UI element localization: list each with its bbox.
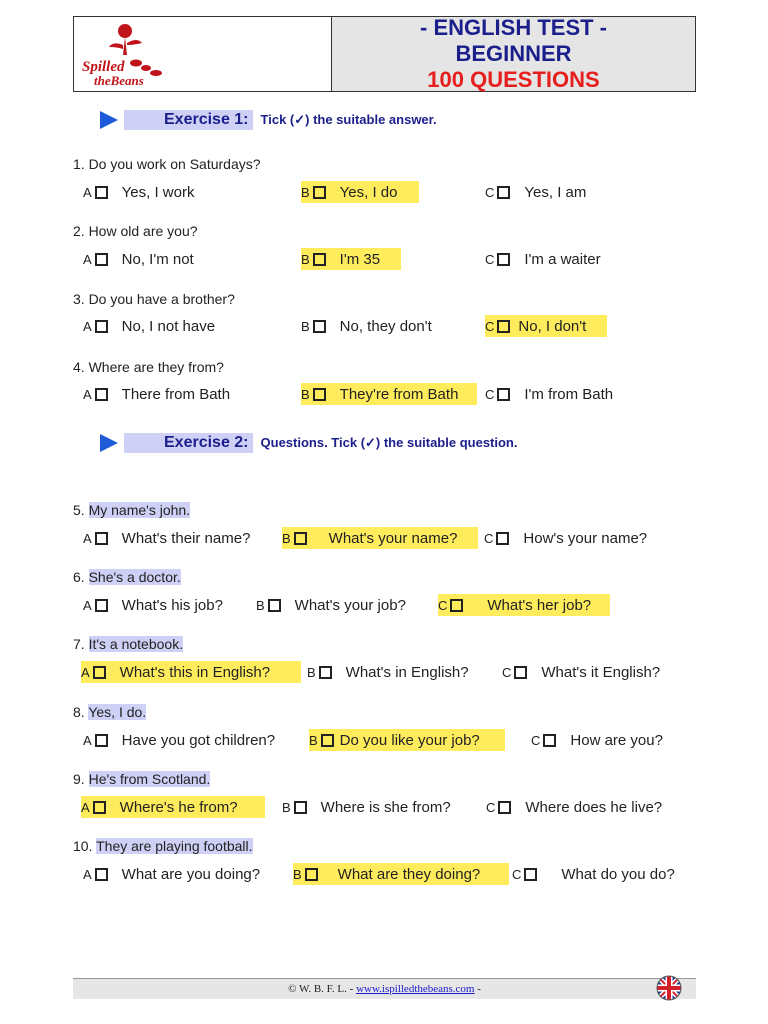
option-a[interactable] (83, 181, 194, 203)
footer-copyright: © W. B. F. L. - (288, 983, 357, 995)
option-letter: A (83, 597, 92, 613)
option-text: Where's he from? (119, 798, 238, 816)
question-prompt: Yes, I do. (88, 704, 147, 720)
exercise-1-heading (98, 108, 437, 132)
option-text: No, I'm not (121, 250, 194, 268)
answer-row-5 (83, 527, 703, 551)
option-text: What's their name? (121, 529, 251, 547)
question-8 (73, 704, 146, 720)
checkbox-icon[interactable] (95, 186, 108, 199)
question-4: 4. Where are they from? (73, 359, 224, 375)
question-prompt: They are playing football. (96, 838, 253, 854)
option-c[interactable] (484, 527, 647, 549)
test-level: BEGINNER (455, 41, 572, 66)
checkbox-icon[interactable] (268, 599, 281, 612)
option-letter: A (83, 530, 92, 546)
exercise-1-title-box (124, 110, 253, 130)
option-a[interactable] (83, 383, 230, 405)
answer-row-6 (83, 594, 703, 618)
footer-link[interactable]: www.ispilledthebeans.com (356, 983, 475, 995)
checkbox-icon[interactable] (497, 320, 510, 333)
checkbox-icon[interactable] (95, 868, 108, 881)
option-a[interactable] (83, 527, 250, 549)
option-text: What's his job? (121, 596, 223, 614)
blue-triangle-icon (98, 109, 120, 131)
option-a[interactable] (83, 594, 223, 616)
option-text: What's it English? (541, 663, 661, 681)
option-letter: C (486, 799, 496, 815)
option-letter: B (301, 318, 310, 334)
option-a[interactable] (83, 315, 215, 337)
option-letter: C (485, 251, 495, 267)
checkbox-icon[interactable] (294, 801, 307, 814)
option-text: No, I not have (121, 317, 216, 335)
question-number: 8. (73, 704, 85, 720)
option-letter: B (307, 664, 316, 680)
checkbox-icon[interactable] (313, 253, 326, 266)
question-number: 10. (73, 838, 93, 854)
option-c[interactable] (486, 796, 662, 818)
logo-cell (74, 17, 332, 91)
checkbox-icon[interactable] (514, 666, 527, 679)
option-text: Do you like your job? (339, 731, 480, 749)
option-b[interactable] (301, 181, 419, 203)
option-letter: C (484, 530, 494, 546)
option-letter: C (531, 732, 541, 748)
option-letter: B (301, 184, 310, 200)
option-b[interactable] (282, 527, 478, 549)
svg-text:theBeans: theBeans (94, 73, 144, 87)
option-c[interactable] (531, 729, 663, 751)
answer-row-1 (83, 181, 703, 205)
checkbox-icon[interactable] (93, 801, 106, 814)
header (73, 16, 696, 92)
option-letter: B (256, 597, 265, 613)
option-c[interactable] (485, 315, 607, 337)
option-text: I'm from Bath (524, 385, 614, 403)
option-c[interactable] (485, 383, 613, 405)
option-text: What's this in English? (119, 663, 271, 681)
option-letter: C (512, 866, 522, 882)
test-title: - ENGLISH TEST - (420, 15, 607, 40)
checkbox-icon[interactable] (95, 388, 108, 401)
option-text: What do you do? (561, 865, 675, 883)
option-letter: A (83, 251, 92, 267)
checkbox-icon[interactable] (313, 320, 326, 333)
option-b[interactable] (301, 383, 477, 405)
checkbox-icon[interactable] (319, 666, 332, 679)
option-text: What's her job? (487, 596, 592, 614)
option-letter: B (282, 530, 291, 546)
question-number: 7. (73, 636, 85, 652)
question-number: 9. (73, 771, 85, 787)
checkbox-icon[interactable] (496, 532, 509, 545)
checkbox-icon[interactable] (450, 599, 463, 612)
question-prompt: It's a notebook. (88, 636, 184, 652)
answer-row-4 (83, 383, 703, 407)
exercise-1-title: Exercise 1: (164, 111, 249, 128)
uk-flag-icon (656, 975, 682, 1001)
option-letter: A (81, 799, 90, 815)
option-letter: B (301, 386, 310, 402)
option-c[interactable] (438, 594, 610, 616)
option-text: Have you got children? (121, 731, 276, 749)
option-text: What's your name? (328, 529, 458, 547)
option-letter: B (301, 251, 310, 267)
option-a[interactable] (81, 661, 301, 683)
option-b[interactable] (301, 315, 432, 337)
option-letter: A (83, 184, 92, 200)
title-cell (332, 17, 695, 91)
checkbox-icon[interactable] (294, 532, 307, 545)
option-letter: B (282, 799, 291, 815)
footer (73, 978, 696, 999)
exercise-1-instruction: Tick (✓) the suitable answer. (260, 112, 437, 127)
question-number: 5. (73, 502, 85, 518)
option-text: Where is she from? (320, 798, 451, 816)
option-b[interactable] (293, 863, 509, 885)
option-letter: A (83, 386, 92, 402)
option-text: How are you? (570, 731, 663, 749)
option-text: What's in English? (345, 663, 469, 681)
checkbox-icon[interactable] (305, 868, 318, 881)
question-prompt: She's a doctor. (88, 569, 181, 585)
option-text: What are they doing? (337, 865, 481, 883)
question-prompt: He's from Scotland. (88, 771, 211, 787)
checkbox-icon[interactable] (95, 532, 108, 545)
answer-row-10 (83, 863, 703, 887)
option-text: Where does he live? (525, 798, 663, 816)
option-text: I'm 35 (339, 250, 381, 268)
option-text: Yes, I do (339, 183, 398, 201)
question-1: 1. Do you work on Saturdays? (73, 156, 261, 172)
option-b[interactable] (309, 729, 505, 751)
option-letter: C (438, 597, 448, 613)
checkbox-icon[interactable] (524, 868, 537, 881)
checkbox-icon[interactable] (313, 388, 326, 401)
option-letter: B (293, 866, 302, 882)
option-text: They're from Bath (339, 385, 459, 403)
checkbox-icon[interactable] (498, 801, 511, 814)
option-b[interactable] (301, 248, 401, 270)
blue-triangle-icon (98, 432, 120, 454)
checkbox-icon[interactable] (543, 734, 556, 747)
option-letter: C (485, 318, 495, 334)
question-7 (73, 636, 183, 652)
exercise-2-title: Exercise 2: (164, 434, 249, 451)
option-letter: A (83, 732, 92, 748)
question-number: 6. (73, 569, 85, 585)
option-text: How's your name? (523, 529, 648, 547)
answer-row-7 (83, 661, 703, 685)
test-count: 100 QUESTIONS (427, 67, 600, 92)
option-a[interactable] (83, 729, 275, 751)
option-text: What are you doing? (121, 865, 261, 883)
option-b[interactable] (282, 796, 451, 818)
option-text: No, I don't (518, 317, 587, 335)
option-c[interactable] (512, 863, 675, 885)
footer-suffix: - (474, 983, 481, 995)
exercise-2-heading (98, 431, 517, 455)
question-9 (73, 771, 210, 787)
option-text: Yes, I am (524, 183, 587, 201)
answer-row-3 (83, 315, 703, 339)
option-a[interactable] (83, 863, 260, 885)
option-text: No, they don't (339, 317, 432, 335)
spilled-the-beans-logo (80, 21, 170, 87)
answer-row-2 (83, 248, 703, 272)
checkbox-icon[interactable] (321, 734, 334, 747)
exercise-2-title-box (124, 433, 253, 453)
question-10 (73, 838, 253, 854)
option-text: There from Bath (121, 385, 231, 403)
checkbox-icon[interactable] (313, 186, 326, 199)
option-letter: A (83, 866, 92, 882)
option-letter: C (485, 184, 495, 200)
option-b[interactable] (307, 661, 469, 683)
option-letter: B (309, 732, 318, 748)
checkbox-icon[interactable] (497, 388, 510, 401)
option-text: What's your job? (294, 596, 406, 614)
option-letter: C (502, 664, 512, 680)
option-text: I'm a waiter (524, 250, 601, 268)
question-prompt: My name's john. (88, 502, 191, 518)
question-2: 2. How old are you? (73, 223, 198, 239)
option-b[interactable] (256, 594, 406, 616)
checkbox-icon[interactable] (95, 320, 108, 333)
checkbox-icon[interactable] (95, 253, 108, 266)
option-letter: A (83, 318, 92, 334)
option-c[interactable] (485, 248, 601, 270)
option-a[interactable] (81, 796, 265, 818)
checkbox-icon[interactable] (95, 599, 108, 612)
svg-text:Spilled: Spilled (82, 59, 125, 75)
question-3: 3. Do you have a brother? (73, 291, 235, 307)
option-letter: A (81, 664, 90, 680)
answer-row-9 (83, 796, 703, 820)
option-c[interactable] (485, 181, 586, 203)
question-5 (73, 502, 190, 518)
checkbox-icon[interactable] (93, 666, 106, 679)
checkbox-icon[interactable] (497, 253, 510, 266)
exercise-2-instruction: Questions. Tick (✓) the suitable question. (260, 435, 518, 450)
answer-row-8 (83, 729, 703, 753)
checkbox-icon[interactable] (497, 186, 510, 199)
option-a[interactable] (83, 248, 194, 270)
checkbox-icon[interactable] (95, 734, 108, 747)
option-text: Yes, I work (121, 183, 195, 201)
question-6 (73, 569, 181, 585)
option-c[interactable] (502, 661, 660, 683)
option-letter: C (485, 386, 495, 402)
